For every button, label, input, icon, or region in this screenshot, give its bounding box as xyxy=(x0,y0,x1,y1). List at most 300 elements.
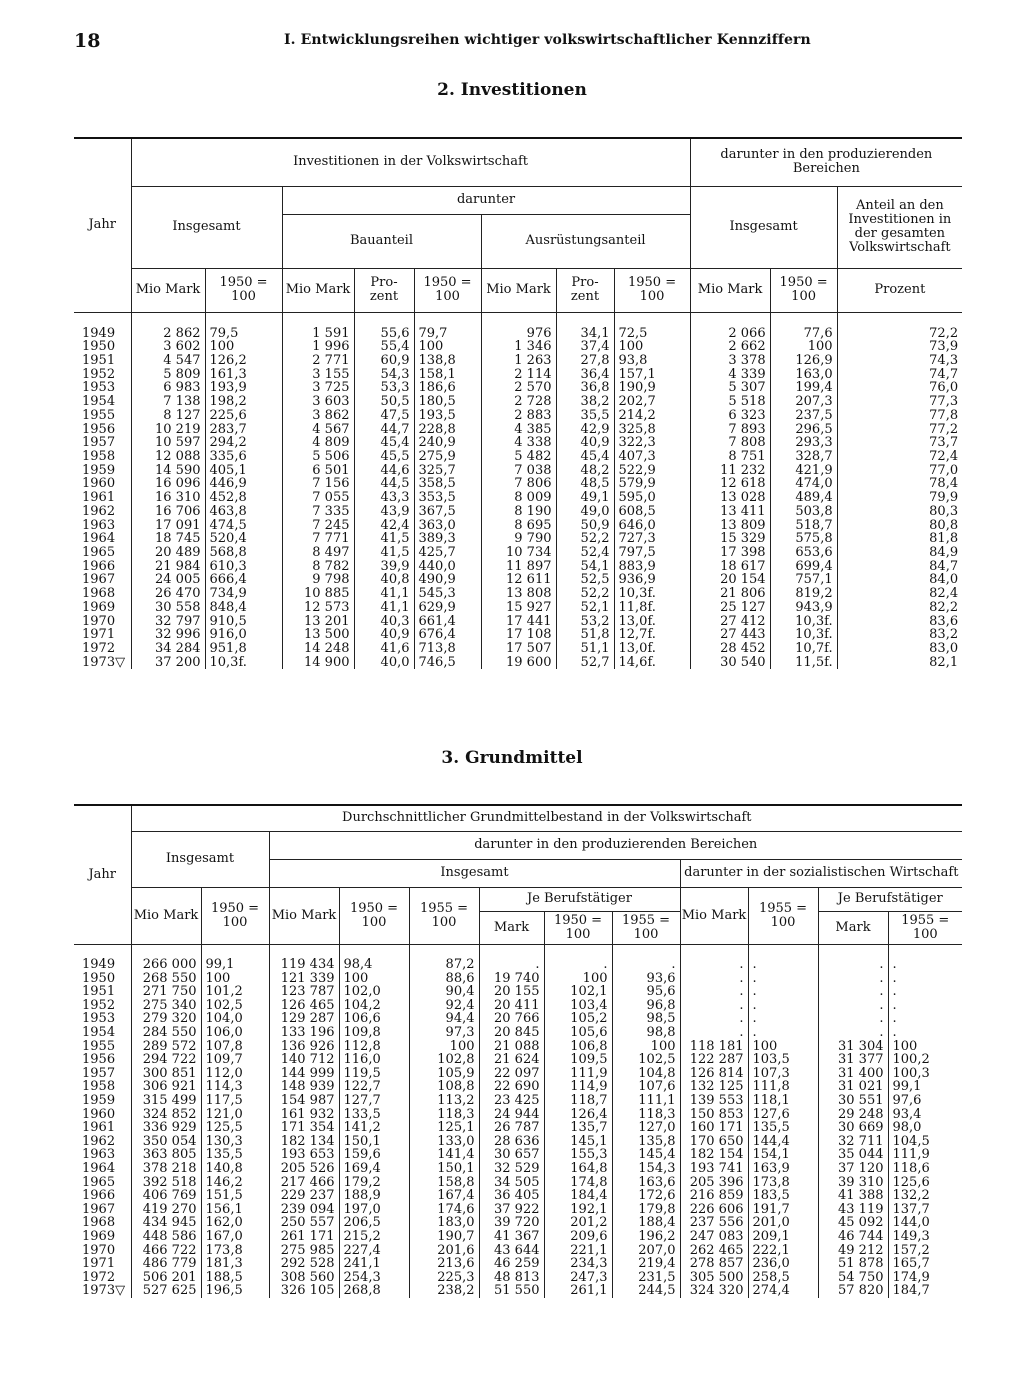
table-cell: 294 722 xyxy=(131,1053,201,1067)
table-cell: 17 091 xyxy=(131,519,205,533)
table-cell: 105,6 xyxy=(544,1026,612,1040)
table-cell: 217 466 xyxy=(269,1176,339,1190)
table-cell: 8 127 xyxy=(131,409,205,423)
table-cell: 289 572 xyxy=(131,1040,201,1054)
header-insgesamt: Insgesamt xyxy=(131,186,282,268)
spacer-row xyxy=(74,312,962,327)
table-cell: 83,6 xyxy=(837,615,962,629)
table-cell: 92,4 xyxy=(409,999,479,1013)
year-cell: 1949 xyxy=(82,325,116,341)
table-cell: 5 506 xyxy=(282,450,354,464)
table-cell: 11,8f. xyxy=(614,601,690,615)
unit-mark: Mark xyxy=(818,911,888,944)
table-cell: 335,6 xyxy=(205,450,282,464)
table-row xyxy=(74,1284,962,1298)
table-cell: 54 750 xyxy=(818,1271,888,1285)
table-cell: 21 624 xyxy=(479,1053,544,1067)
table-cell: 133 196 xyxy=(269,1026,339,1040)
table-cell: 25 127 xyxy=(690,601,770,615)
table-cell: 52,2 xyxy=(556,532,614,546)
table-cell: 35,5 xyxy=(556,409,614,423)
year-cell: 1958 xyxy=(82,448,116,464)
table-cell: 308 560 xyxy=(269,1271,339,1285)
table-cell: 43 644 xyxy=(479,1244,544,1258)
table-cell: 268 550 xyxy=(131,972,201,986)
table-cell: 127,0 xyxy=(612,1121,680,1135)
table-cell: 8 497 xyxy=(282,546,354,560)
table-cell: 49 212 xyxy=(818,1244,888,1258)
table-cell: 4 385 xyxy=(481,423,556,437)
table-cell: 111,9 xyxy=(888,1148,962,1162)
table-cell: 31 021 xyxy=(818,1080,888,1094)
table-row xyxy=(74,436,962,450)
table-cell: 6 323 xyxy=(690,409,770,423)
header-ausruestungsanteil: Ausrüstungsanteil xyxy=(481,214,690,268)
table-row xyxy=(74,1148,962,1162)
table-cell: 13,0f. xyxy=(614,615,690,629)
table-cell: 73,9 xyxy=(837,340,962,354)
table-cell: 52,7 xyxy=(556,656,614,670)
table-cell: 135,7 xyxy=(544,1121,612,1135)
table-cell: 193,9 xyxy=(205,381,282,395)
table-cell: . xyxy=(818,1012,888,1026)
table-cell: 157,1 xyxy=(614,368,690,382)
table-cell: 118,7 xyxy=(544,1094,612,1108)
unit-index-1955: 1955 = 100 xyxy=(612,911,680,944)
table-cell: 13 809 xyxy=(690,519,770,533)
unit-prozent: Pro- zent xyxy=(354,268,414,312)
table-cell: 98,5 xyxy=(612,1012,680,1026)
table-cell: 7 335 xyxy=(282,505,354,519)
table-row xyxy=(74,464,962,478)
table-cell: 117,5 xyxy=(201,1094,269,1108)
table-cell: 12 088 xyxy=(131,450,205,464)
table-cell: 489,4 xyxy=(770,491,837,505)
table-cell: 2 662 xyxy=(690,340,770,354)
year-cell: 1950 xyxy=(82,970,116,986)
table-cell: 136 926 xyxy=(269,1040,339,1054)
table-cell: 207,3 xyxy=(770,395,837,409)
table-cell: 5 518 xyxy=(690,395,770,409)
table-cell: 98,4 xyxy=(339,958,409,972)
header-je-beruf: Je Berufstätiger xyxy=(479,887,680,911)
table-cell: 11 897 xyxy=(481,560,556,574)
table-cell: . xyxy=(612,958,680,972)
table-cell: 5 482 xyxy=(481,450,556,464)
table-cell: 107,8 xyxy=(201,1040,269,1054)
table-cell: 43,3 xyxy=(354,491,414,505)
table-cell: 139 553 xyxy=(680,1094,748,1108)
table-cell: 165,7 xyxy=(888,1257,962,1271)
table-cell: 79,9 xyxy=(837,491,962,505)
unit-index-1950: 1950 = 100 xyxy=(205,268,282,312)
table-row xyxy=(74,1121,962,1135)
table-cell: 225,3 xyxy=(409,1271,479,1285)
table-cell: 100 xyxy=(201,972,269,986)
unit-mio-mark: Mio Mark xyxy=(131,887,201,944)
table-cell: 87,2 xyxy=(409,958,479,972)
table-cell: 77,2 xyxy=(837,423,962,437)
table-cell: 209,1 xyxy=(748,1230,818,1244)
unit-mio-mark: Mio Mark xyxy=(131,268,205,312)
table-cell: . xyxy=(888,972,962,986)
table-cell: 353,5 xyxy=(414,491,481,505)
year-cell: 1966 xyxy=(82,558,116,574)
table-cell: 154,1 xyxy=(748,1148,818,1162)
table-cell: 322,3 xyxy=(614,436,690,450)
table-cell: 11 232 xyxy=(690,464,770,478)
table-cell: 358,5 xyxy=(414,477,481,491)
table-cell: 113,2 xyxy=(409,1094,479,1108)
table-cell: 848,4 xyxy=(205,601,282,615)
table-cell: 283,7 xyxy=(205,423,282,437)
table-row xyxy=(74,1257,962,1271)
table-cell: 201,6 xyxy=(409,1244,479,1258)
table-cell: 41,5 xyxy=(354,546,414,560)
unit-mio-mark: Mio Mark xyxy=(481,268,556,312)
table-row xyxy=(74,642,962,656)
table-cell: 206,5 xyxy=(339,1216,409,1230)
table-cell: 171 354 xyxy=(269,1121,339,1135)
table-cell: 20 489 xyxy=(131,546,205,560)
table-cell: 78,4 xyxy=(837,477,962,491)
table-cell: 8 751 xyxy=(690,450,770,464)
table-cell: 45 092 xyxy=(818,1216,888,1230)
header-prod-insgesamt: Insgesamt xyxy=(269,859,680,887)
table-row xyxy=(74,1080,962,1094)
year-cell: 1959 xyxy=(82,1093,116,1109)
table-cell: 45,5 xyxy=(354,450,414,464)
table-cell: 237 556 xyxy=(680,1216,748,1230)
table-cell: . xyxy=(544,958,612,972)
table-cell: 82,4 xyxy=(837,587,962,601)
year-cell: 1967 xyxy=(82,572,116,588)
table-cell: 27 443 xyxy=(690,628,770,642)
table-cell: 40,9 xyxy=(556,436,614,450)
table-row xyxy=(74,1189,962,1203)
table-cell: 93,6 xyxy=(612,972,680,986)
table-cell: 520,4 xyxy=(205,532,282,546)
table-cell: 9 790 xyxy=(481,532,556,546)
table-cell: 727,3 xyxy=(614,532,690,546)
table-cell: 39,9 xyxy=(354,560,414,574)
table-cell: 201,2 xyxy=(544,1216,612,1230)
table-cell: 82,2 xyxy=(837,601,962,615)
table-cell: 107,6 xyxy=(612,1080,680,1094)
table-cell: 179,2 xyxy=(339,1176,409,1190)
year-cell: 1970 xyxy=(82,613,116,629)
year-cell: 1964 xyxy=(82,531,116,547)
table-cell: 3 862 xyxy=(282,409,354,423)
table-cell: 325,7 xyxy=(414,464,481,478)
table-cell: 463,8 xyxy=(205,505,282,519)
header-anteil: Anteil an den Investitionen in der gesamten Volkswirtschaft xyxy=(837,186,962,268)
table-cell: 7 771 xyxy=(282,532,354,546)
table-cell: 527 625 xyxy=(131,1284,201,1298)
table-cell: 41,1 xyxy=(354,587,414,601)
grundmittel-table xyxy=(74,804,962,1298)
unit-index-1950: 1950 = 100 xyxy=(544,911,612,944)
table-cell: 518,7 xyxy=(770,519,837,533)
table-row xyxy=(74,972,962,986)
table-cell: 19 740 xyxy=(479,972,544,986)
table-cell: 250 557 xyxy=(269,1216,339,1230)
table-cell: 575,8 xyxy=(770,532,837,546)
table-row xyxy=(74,1216,962,1230)
table-row xyxy=(74,1094,962,1108)
table-cell: 126,4 xyxy=(544,1108,612,1122)
table-row xyxy=(74,985,962,999)
spacer-row xyxy=(74,944,962,958)
table-cell: 161 932 xyxy=(269,1108,339,1122)
table-cell: 20 155 xyxy=(479,985,544,999)
table-cell: . xyxy=(680,1012,748,1026)
table-cell: 169,4 xyxy=(339,1162,409,1176)
table-row xyxy=(74,1230,962,1244)
table-cell: 54,1 xyxy=(556,560,614,574)
table-cell: . xyxy=(818,999,888,1013)
table-cell: 82,1 xyxy=(837,656,962,670)
table-cell: 72,2 xyxy=(837,327,962,341)
table-cell: 10,3f. xyxy=(205,656,282,670)
table-cell: 174,6 xyxy=(409,1203,479,1217)
year-cell: 1952 xyxy=(82,366,116,382)
table-cell: 363 805 xyxy=(131,1148,201,1162)
table-cell: 18 617 xyxy=(690,560,770,574)
year-cell: 1973▽ xyxy=(82,1283,126,1299)
table-cell: 10 885 xyxy=(282,587,354,601)
table-cell: 7 245 xyxy=(282,519,354,533)
table-cell: 188,4 xyxy=(612,1216,680,1230)
table-cell: 241,1 xyxy=(339,1257,409,1271)
table-cell: 13 411 xyxy=(690,505,770,519)
table-cell: 244,5 xyxy=(612,1284,680,1298)
table-cell: 193 653 xyxy=(269,1148,339,1162)
year-cell: 1972 xyxy=(82,1269,116,1285)
table-row xyxy=(74,1135,962,1149)
table-cell: 40,3 xyxy=(354,615,414,629)
table-cell: 127,7 xyxy=(339,1094,409,1108)
table-cell: 661,4 xyxy=(414,615,481,629)
table-cell: 910,5 xyxy=(205,615,282,629)
table-cell: 125,5 xyxy=(201,1121,269,1135)
year-cell: 1959 xyxy=(82,462,116,478)
table-cell: 167,4 xyxy=(409,1189,479,1203)
table-cell: 275 340 xyxy=(131,999,201,1013)
table-cell: 261,1 xyxy=(544,1284,612,1298)
table-cell: 137,7 xyxy=(888,1203,962,1217)
table-cell: 38,2 xyxy=(556,395,614,409)
table-cell: 103,5 xyxy=(748,1053,818,1067)
table-cell: 31 400 xyxy=(818,1067,888,1081)
table-cell: 46 744 xyxy=(818,1230,888,1244)
table-cell: 30 551 xyxy=(818,1094,888,1108)
year-cell: 1971 xyxy=(82,627,116,643)
table-cell: 22 690 xyxy=(479,1080,544,1094)
table-cell: 50,9 xyxy=(556,519,614,533)
table-cell: 17 441 xyxy=(481,615,556,629)
table-cell: 94,4 xyxy=(409,1012,479,1026)
table-cell: 83,2 xyxy=(837,628,962,642)
table-row xyxy=(74,340,962,354)
table-cell: 48 813 xyxy=(479,1271,544,1285)
table-cell: 118,3 xyxy=(409,1108,479,1122)
table-row xyxy=(74,409,962,423)
table-row xyxy=(74,381,962,395)
table-cell: 102,0 xyxy=(339,985,409,999)
table-cell: 425,7 xyxy=(414,546,481,560)
table-cell: 268,8 xyxy=(339,1284,409,1298)
year-cell: 1952 xyxy=(82,997,116,1013)
year-cell: 1965 xyxy=(82,1174,116,1190)
table-cell: 226 606 xyxy=(680,1203,748,1217)
table-cell: 378 218 xyxy=(131,1162,201,1176)
table-cell: 93,4 xyxy=(888,1108,962,1122)
table-cell: 145,4 xyxy=(612,1148,680,1162)
table-cell: 154,3 xyxy=(612,1162,680,1176)
table-cell: 4 547 xyxy=(131,354,205,368)
unit-index-1950: 1950 = 100 xyxy=(414,268,481,312)
table-cell: 16 096 xyxy=(131,477,205,491)
table-cell: 37 120 xyxy=(818,1162,888,1176)
table-cell: 328,7 xyxy=(770,450,837,464)
table-cell: 1 263 xyxy=(481,354,556,368)
table-cell: 306 921 xyxy=(131,1080,201,1094)
table-cell: 32 711 xyxy=(818,1135,888,1149)
table-cell: 1 346 xyxy=(481,340,556,354)
table-cell: 757,1 xyxy=(770,573,837,587)
table-cell: 35 044 xyxy=(818,1148,888,1162)
table-cell: . xyxy=(888,999,962,1013)
table-cell: . xyxy=(818,958,888,972)
unit-mio-mark: Mio Mark xyxy=(680,887,748,944)
table-cell: 150 853 xyxy=(680,1108,748,1122)
year-cell: 1968 xyxy=(82,1215,116,1231)
table-cell: 15 927 xyxy=(481,601,556,615)
year-cell: 1969 xyxy=(82,599,116,615)
table-cell: 156,1 xyxy=(201,1203,269,1217)
table-cell: 247,3 xyxy=(544,1271,612,1285)
table-cell: . xyxy=(748,1012,818,1026)
table-cell: . xyxy=(748,1026,818,1040)
investitionen-table xyxy=(74,137,962,669)
table-cell: 51,8 xyxy=(556,628,614,642)
table-cell: 17 507 xyxy=(481,642,556,656)
table-cell: 104,2 xyxy=(339,999,409,1013)
table-cell: 1 996 xyxy=(282,340,354,354)
table-cell: 97,3 xyxy=(409,1026,479,1040)
table-cell: 53,3 xyxy=(354,381,414,395)
table-cell: 275 985 xyxy=(269,1244,339,1258)
col-header-jahr: Jahr xyxy=(74,805,131,944)
table-cell: 936,9 xyxy=(614,573,690,587)
table-cell: . xyxy=(680,985,748,999)
table-cell: 228,8 xyxy=(414,423,481,437)
table-row xyxy=(74,532,962,546)
year-cell: 1965 xyxy=(82,545,116,560)
table-cell: 106,8 xyxy=(544,1040,612,1054)
table-cell: 163,0 xyxy=(770,368,837,382)
table-cell: 80,3 xyxy=(837,505,962,519)
table-cell: 105,2 xyxy=(544,1012,612,1026)
table-cell: 133,5 xyxy=(339,1108,409,1122)
table-cell: 746,5 xyxy=(414,656,481,670)
table-cell: 8 695 xyxy=(481,519,556,533)
table-cell: 111,8 xyxy=(748,1080,818,1094)
table-cell: 30 540 xyxy=(690,656,770,670)
table-cell: 57 820 xyxy=(818,1284,888,1298)
table-cell: 126,9 xyxy=(770,354,837,368)
table-cell: 389,3 xyxy=(414,532,481,546)
year-cell: 1963 xyxy=(82,517,116,533)
table-cell: 26 787 xyxy=(479,1121,544,1135)
table-cell: 160 171 xyxy=(680,1121,748,1135)
table-cell: 119 434 xyxy=(269,958,339,972)
year-cell: 1970 xyxy=(82,1242,116,1258)
table-cell: 184,4 xyxy=(544,1189,612,1203)
table-cell: 14 248 xyxy=(282,642,354,656)
table-cell: . xyxy=(888,985,962,999)
header-sozialistisch: darunter in der sozialistischen Wirtschaft xyxy=(680,859,962,887)
table-cell: 97,6 xyxy=(888,1094,962,1108)
table-cell: 17 108 xyxy=(481,628,556,642)
table-cell: 7 808 xyxy=(690,436,770,450)
table-cell: 100 xyxy=(205,340,282,354)
year-cell: 1969 xyxy=(82,1228,116,1244)
table-cell: 55,4 xyxy=(354,340,414,354)
table-cell: 111,1 xyxy=(612,1094,680,1108)
table-cell: 976 xyxy=(481,327,556,341)
table-cell: 213,6 xyxy=(409,1257,479,1271)
table-cell: 676,4 xyxy=(414,628,481,642)
table-cell: 4 809 xyxy=(282,436,354,450)
table-cell: 506 201 xyxy=(131,1271,201,1285)
table-cell: 84,7 xyxy=(837,560,962,574)
year-cell: 1951 xyxy=(82,984,116,1000)
table-row xyxy=(74,1203,962,1217)
table-cell: 79,7 xyxy=(414,327,481,341)
table-cell: 350 054 xyxy=(131,1135,201,1149)
table-row xyxy=(74,546,962,560)
table-cell: 90,4 xyxy=(409,985,479,999)
year-cell: 1961 xyxy=(82,490,116,506)
year-cell: 1963 xyxy=(82,1147,116,1163)
unit-index-1955: 1955 = 100 xyxy=(888,911,962,944)
table-row xyxy=(74,1040,962,1054)
table-cell: 37 200 xyxy=(131,656,205,670)
table-cell: 610,3 xyxy=(205,560,282,574)
table-row xyxy=(74,999,962,1013)
table-cell: 434 945 xyxy=(131,1216,201,1230)
table-cell: 193 741 xyxy=(680,1162,748,1176)
table-cell: 83,0 xyxy=(837,642,962,656)
table-cell: 12 618 xyxy=(690,477,770,491)
table-cell: 699,4 xyxy=(770,560,837,574)
table-cell: 193,5 xyxy=(414,409,481,423)
table-cell: 21 806 xyxy=(690,587,770,601)
table-cell: 629,9 xyxy=(414,601,481,615)
year-cell: 1954 xyxy=(82,394,116,410)
table-cell: 183,0 xyxy=(409,1216,479,1230)
table-cell: 258,5 xyxy=(748,1271,818,1285)
table-cell: 225,6 xyxy=(205,409,282,423)
table-cell: 16 310 xyxy=(131,491,205,505)
table-row xyxy=(74,1053,962,1067)
unit-index-1950: 1950 = 100 xyxy=(614,268,690,312)
page-number: 18 xyxy=(74,30,101,52)
table-cell: . xyxy=(888,1012,962,1026)
unit-index-1950: 1950 = 100 xyxy=(339,887,409,944)
